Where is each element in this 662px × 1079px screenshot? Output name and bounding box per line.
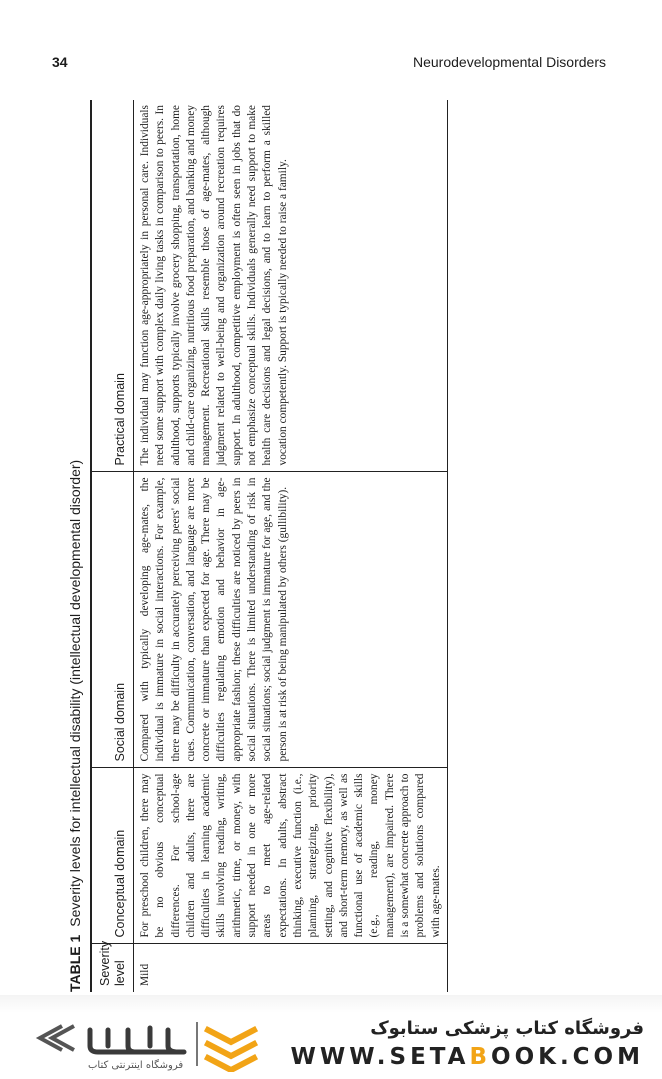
table-caption-text: Severity levels for intellectual disability (intellectual developmental disorder) [67,459,83,927]
rotated-table-wrapper [60,100,442,992]
col-header-conceptual: Conceptual domain [91,768,134,944]
url-suffix: OOK.COM [491,1044,644,1070]
logo-chevron-mid [208,1044,254,1056]
table-row [134,100,448,992]
store-name: فروشگاه کتاب پزشکی ستابوک [370,1018,644,1039]
logo-chevron-bottom [208,1058,254,1070]
url-highlight: B [469,1044,492,1070]
page-number: 34 [52,54,68,70]
table-header-row [91,100,134,992]
severity-table [90,100,448,992]
col-header-severity: Severity level [91,944,134,992]
setabook-logo [28,1016,258,1072]
cell-conceptual: For preschool children, there may be no obvious conceptual differences. For school-age children and adults, there are difficulties in learning academic skills involving reading, writing, arithmetic, time, or money, with support needed in one or more areas to meet age-related expectations. In adults, abstract thinking, executive function (i.e., planning, strategizing, priority setting, and cognitive flexibility), and short-term memory, as well as functional use of academic skills (e.g., reading, money management), are impaired. There is a somewhat concrete approach to problems and solutions compared with age-mates. [134,768,448,944]
col-header-social: Social domain [91,472,134,768]
table-label: TABLE 1 [67,934,83,992]
table-caption [62,460,88,992]
logo-chevron-top [208,1030,254,1042]
cell-social: Compared with typically developing age-mates, the individual is immature in social interactions. For example, there may be difficulty in accurately perceiving peers' social cues. Communication, conversation, and language are more concrete or immature than expected for age. There may be difficulties regulating emotion and behavior in age-appropriate fashion; these difficulties are noticed by peers in social situations. There is limited understanding of risk in social situations; social judgment is immature for age, and the person is at risk of being manipulated by others (gullibility). [134,472,448,768]
cell-practical: The individual may function age-appropriately in personal care. Individuals need some support with complex daily living tasks in comparison to peers. In adulthood, supports typically involve grocery shopping, transportation, home and child-care organizing, nutritious food preparation, and banking and money management. Recreational skills resemble those of age-mates, although judgment related to well-being and organization around recreation requires support. In adulthood, competitive employment is often seen in jobs that do not emphasize conceptual skills. Individuals generally need support to make health care decisions and legal decisions, and to learn to perform a skilled vocation competently. Support is typically needed to raise a family. [134,100,448,472]
col-header-practical: Practical domain [91,100,134,472]
cell-severity: Mild [139,963,151,986]
running-head: Neurodevelopmental Disorders [413,54,606,70]
store-url[interactable] [291,1044,644,1070]
url-prefix: WWW.SETA [290,1044,470,1070]
logo-subtitle: فروشگاه اینترنتی کتاب [88,1060,184,1071]
